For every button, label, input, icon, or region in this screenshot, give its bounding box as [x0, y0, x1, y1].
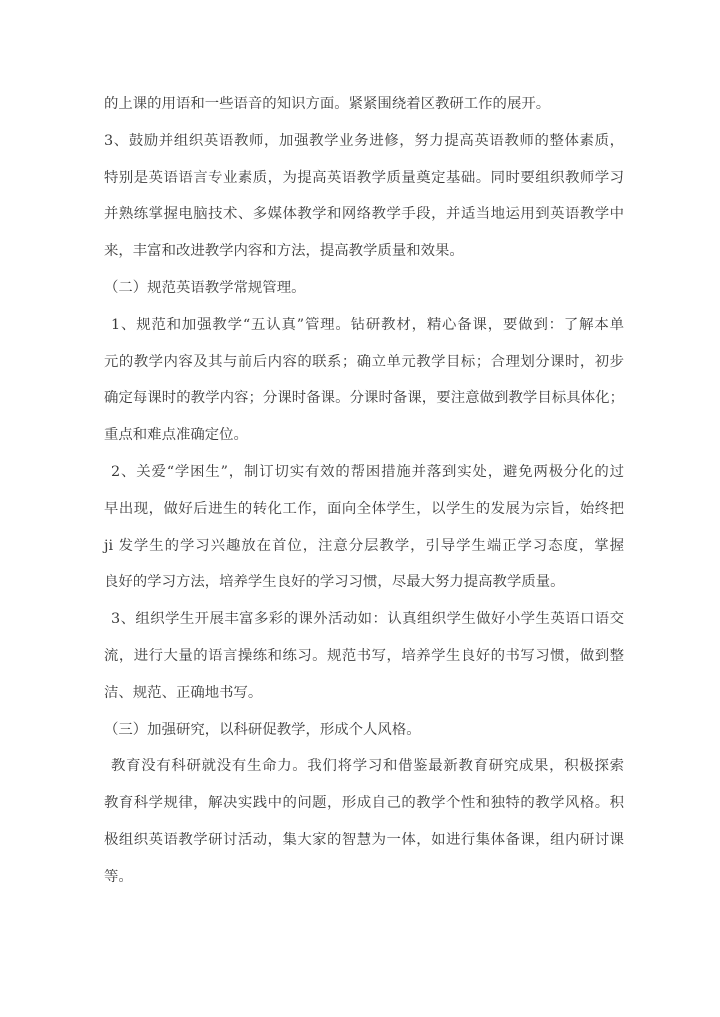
text-line: 元的教学内容及其与前后内容的联系；确立单元教学目标；合理划分课时，初步: [104, 353, 624, 370]
para-item-2-struggling-students: [104, 454, 624, 601]
para-item-3-teacher-training: [104, 123, 624, 270]
text-line: 流，进行大量的语言操练和练习。规范书写，培养学生良好的书写习惯，做到整: [104, 647, 624, 664]
text-line: （三）加强研究，以科研促教学，形成个人风格。: [104, 721, 421, 738]
text-line: 极组织英语教学研讨活动，集大家的智慧为一体，如进行集体备课，组内研讨课: [104, 831, 624, 848]
text-line: 2、关爱“学困生”，制订切实有效的帮困措施并落到实处，避免两极分化的过: [111, 463, 624, 480]
text-line: 的上课的用语和一些语音的知识方面。紧紧围绕着区教研工作的展开。: [104, 96, 551, 112]
text-line: 良好的学习方法，培养学生良好的学习习惯，尽最大努力提高教学质量。: [104, 574, 565, 591]
text-line: 重点和难点准确定位。: [104, 427, 248, 444]
para-item-1-five-seriousness: [104, 307, 624, 454]
text-line: 早出现，做好后进生的转化工作，面向全体学生，以学生的发展为宗旨，始终把: [104, 500, 624, 517]
para-research: [104, 748, 624, 895]
text-line: 教育科学规律，解决实践中的问题，形成自己的教学个性和独特的教学风格。积: [104, 795, 624, 812]
text-line: 洁、规范、正确地书写。: [104, 684, 263, 701]
section-heading-2: [104, 270, 624, 307]
text-line: 3、鼓励并组织英语教师，加强教学业务进修，努力提高英语教师的整体素质，: [104, 132, 624, 149]
text-line: 等。: [104, 868, 133, 885]
text-line: 教育没有科研就没有生命力。我们将学习和借鉴最新教育研究成果，积极探索: [111, 758, 624, 775]
text-line: 3、组织学生开展丰富多彩的课外活动如：认真组织学生做好小学生英语口语交: [111, 611, 624, 628]
text-line: 来，丰富和改进教学内容和方法，提高教学质量和效果。: [104, 243, 464, 260]
text-line: ji 发学生的学习兴趣放在首位，注意分层教学，引导学生端正学习态度，掌握: [104, 537, 624, 554]
document-text: [104, 86, 624, 896]
text-line: （二）规范英语教学常规管理。: [104, 279, 306, 296]
text-line: 1、规范和加强教学“五认真”管理。钻研教材，精心备课，要做到：了解本单: [111, 316, 624, 333]
section-heading-3: [104, 712, 624, 749]
text-line: 确定每课时的教学内容；分课时备课。分课时备课，要注意做到教学目标具体化；: [104, 390, 624, 407]
para-continuation: [104, 86, 624, 123]
text-line: 特别是英语语言专业素质，为提高英语教学质量奠定基础。同时要组织教师学习: [104, 169, 624, 186]
text-line: 并熟练掌握电脑技术、多媒体教学和网络教学手段，并适当地运用到英语教学中: [104, 206, 624, 223]
para-item-3-extracurricular: [104, 601, 624, 711]
